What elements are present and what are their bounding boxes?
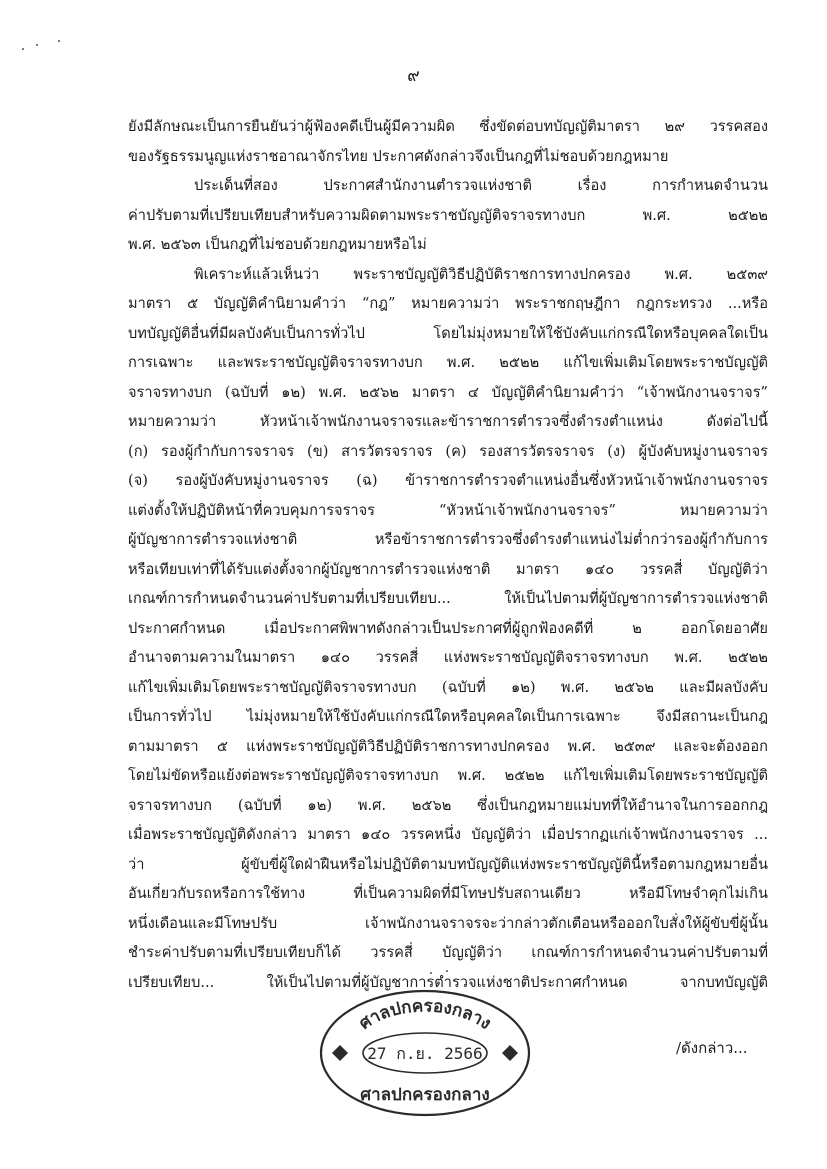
body-line: จราจรทางบก (ฉบับที่ ๑๒) พ.ศ. ๒๕๖๒ ซึ่งเป็นกฎหมายแม่บทที่ให้อำนาจในการออกกฎ: [128, 796, 768, 814]
body-line: บทบัญญัติอื่นที่มีผลบังคับเป็นการทั่วไป โดยไม่มุ่งหมายให้ใช้บังคับแก่กรณีใดหรือบุคคลใดเป็น: [128, 324, 768, 342]
body-line: อำนาจตามความในมาตรา ๑๔๐ วรรคสี่ แห่งพระราชบัญญัติจราจรทางบก พ.ศ. ๒๕๒๒: [128, 649, 768, 666]
body-line: พ.ศ. ๒๕๖๓ เป็นกฎที่ไม่ชอบด้วยกฎหมายหรือไม่: [128, 236, 427, 253]
stamp-top-text: ศาลปกครองกลาง: [355, 996, 495, 1034]
body-line: เมื่อพระราชบัญญัติดังกล่าว มาตรา ๑๔๐ วรรคหนึ่ง บัญญัติว่า เมื่อปรากฏแก่เจ้าพนักงานจราจร ...: [128, 826, 768, 843]
stamp-graphic: [318, 988, 532, 1118]
stamp-ornament-right-icon: [502, 1045, 518, 1061]
scan-speck: [22, 48, 24, 50]
body-line: ยังมีลักษณะเป็นการยืนยันว่าผู้ฟ้องคดีเป็นผู้มีความผิด ซึ่งขัดต่อบทบัญญัติมาตรา ๒๙ วรรคสอง: [128, 118, 768, 135]
scan-speck: [58, 40, 60, 42]
scan-speck: [430, 972, 432, 974]
body-line: แก้ไขเพิ่มเติมโดยพระราชบัญญัติจราจรทางบก (ฉบับที่ ๑๒) พ.ศ. ๒๕๖๒ และมีผลบังคับ: [128, 678, 768, 696]
body-text: [128, 112, 768, 997]
continuation-marker: /ดังกล่าว...: [676, 1039, 748, 1057]
body-line: ชำระค่าปรับตามที่เปรียบเทียบก็ได้ วรรคสี่ บัญญัติว่า เกณฑ์การกำหนดจำนวนค่าปรับตามที่: [128, 944, 768, 961]
body-line: ประเด็นที่สอง ประกาศสำนักงานตำรวจแห่งชาติ เรื่อง การกำหนดจำนวน: [194, 177, 768, 194]
body-line: ตามมาตรา ๕ แห่งพระราชบัญญัติวิธีปฏิบัติราชการทางปกครอง พ.ศ. ๒๕๓๙ และจะต้องออก: [128, 737, 768, 755]
body-line: ผู้บัญชาการตำรวจแห่งชาติ หรือข้าราชการตำรวจซึ่งดำรงตำแหน่งไม่ต่ำกว่ารองผู้กำกับการ: [128, 531, 768, 548]
body-line: มาตรา ๕ บัญญัติคำนิยามคำว่า “กฎ” หมายความว่า พระราชกฤษฎีกา กฎกระทรวง ...หรือ: [128, 295, 768, 312]
page-number: ๙: [407, 66, 420, 86]
body-line: ว่า ผู้ขับขี่ผู้ใดฝ่าฝืนหรือไม่ปฏิบัติตามบทบัญญัติแห่งพระราชบัญญัตินี้หรือตามกฎหมายอื่น: [128, 855, 768, 873]
scan-speck: [446, 970, 448, 972]
stamp-bottom-text: ศาลปกครองกลาง: [360, 1085, 490, 1105]
body-line: ค่าปรับตามที่เปรียบเทียบสำหรับความผิดตามพระราชบัญญัติจราจรทางบก พ.ศ. ๒๕๒๒: [128, 206, 768, 224]
body-line: เกณฑ์การกำหนดจำนวนค่าปรับตามที่เปรียบเทียบ... ให้เป็นไปตามที่ผู้บัญชาการตำรวจแห่งชาติ: [128, 590, 768, 607]
body-line: หรือเทียบเท่าที่ได้รับแต่งตั้งจากผู้บัญชาการตำรวจแห่งชาติ มาตรา ๑๔๐ วรรคสี่ บัญญัติว่า: [128, 560, 768, 578]
body-line: อันเกี่ยวกับรถหรือการใช้ทาง ที่เป็นความผิดที่มีโทษปรับสถานเดียว หรือมีโทษจำคุกไม่เกิน: [128, 885, 768, 902]
body-line: หนึ่งเดือนและมีโทษปรับ เจ้าพนักงานจราจรจะว่ากล่าวตักเตือนหรือออกใบสั่งให้ผู้ขับขี่ผู้นั้น: [128, 914, 768, 932]
stamp-ornament-left-icon: [332, 1045, 348, 1061]
body-line: ของรัฐธรรมนูญแห่งราชอาณาจักรไทย ประกาศดังกล่าวจึงเป็นกฎที่ไม่ชอบด้วยกฎหมาย: [128, 147, 669, 165]
body-line: (จ) รองผู้บังคับหมู่งานจราจร (ฉ) ข้าราชการตำรวจตำแหน่งอื่นซึ่งหัวหน้าเจ้าพนักงานจราจร: [128, 472, 768, 489]
body-line: (ก) รองผู้กำกับการจราจร (ข) สารวัตรจราจร (ค) รองสารวัตรจราจร (ง) ผู้บังคับหมู่งานจราจร: [128, 442, 768, 460]
stamp-date: 27 ก.ย. 2566: [367, 1044, 483, 1063]
body-line: หมายความว่า หัวหน้าเจ้าพนักงานจราจรและข้าราชการตำรวจซึ่งดำรงตำแหน่ง ดังต่อไปนี้: [128, 413, 768, 430]
body-line: แต่งตั้งให้ปฏิบัติหน้าที่ควบคุมการจราจร “หัวหน้าเจ้าพนักงานจราจร” หมายความว่า: [128, 501, 768, 519]
body-line: เปรียบเทียบ... ให้เป็นไปตามที่ผู้บัญชาการตำรวจแห่งชาติประกาศกำหนด จากบทบัญญัติ: [128, 973, 768, 991]
body-line: จราจรทางบก (ฉบับที่ ๑๒) พ.ศ. ๒๕๖๒ มาตรา ๔ บัญญัติคำนิยามคำว่า “เจ้าพนักงานจราจร”: [128, 383, 768, 401]
court-date-stamp: [318, 988, 532, 1118]
scan-speck: [36, 44, 38, 46]
body-line: เป็นการทั่วไป ไม่มุ่งหมายให้ใช้บังคับแก่กรณีใดหรือบุคคลใดเป็นการเฉพาะ จึงมีสถานะเป็นกฎ: [128, 708, 768, 725]
body-line: การเฉพาะ และพระราชบัญญัติจราจรทางบก พ.ศ. ๒๕๒๒ แก้ไขเพิ่มเติมโดยพระราชบัญญัติ: [128, 354, 768, 371]
body-line: พิเคราะห์แล้วเห็นว่า พระราชบัญญัติวิธีปฏิบัติราชการทางปกครอง พ.ศ. ๒๕๓๙: [194, 265, 768, 283]
body-line: ประกาศกำหนด เมื่อประกาศพิพาทดังกล่าวเป็นประกาศที่ผู้ถูกฟ้องคดีที่ ๒ ออกโดยอาศัย: [128, 619, 768, 637]
body-line: โดยไม่ขัดหรือแย้งต่อพระราชบัญญัติจราจรทางบก พ.ศ. ๒๕๒๒ แก้ไขเพิ่มเติมโดยพระราชบัญญัติ: [128, 767, 768, 784]
